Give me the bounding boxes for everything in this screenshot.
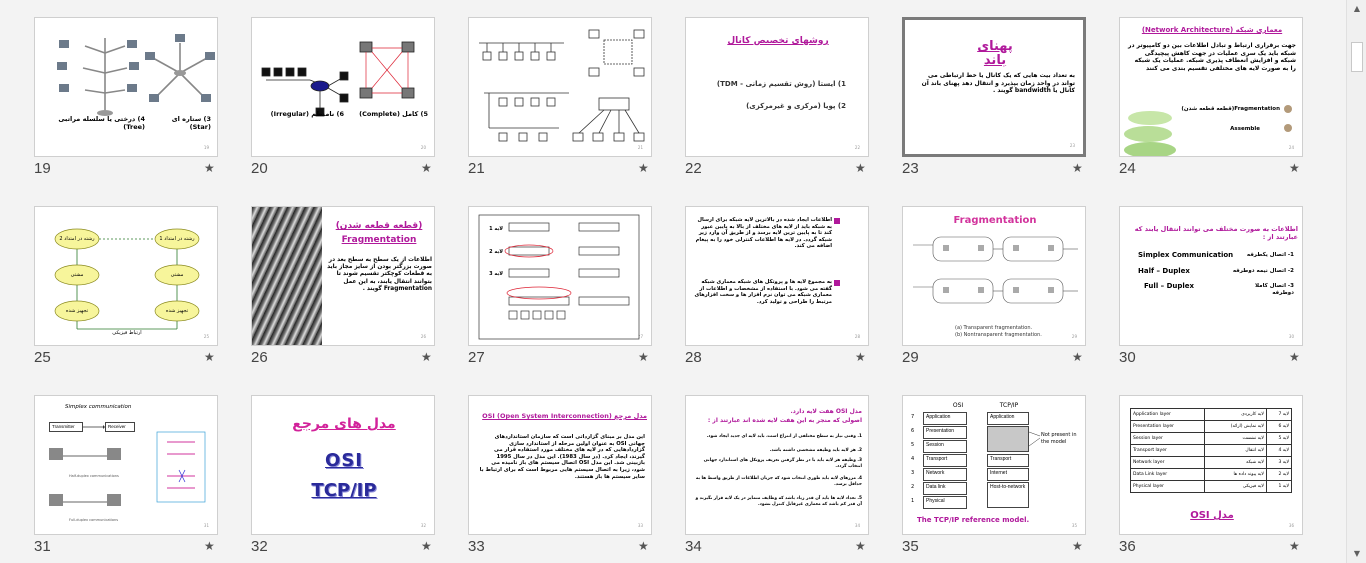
star-icon[interactable]: ★ bbox=[855, 350, 866, 364]
slide-line: Full – Duplex bbox=[1144, 282, 1195, 290]
star-icon[interactable]: ★ bbox=[638, 539, 649, 553]
slide-body: جهت برقراری ارتباط و تبادل اطلاعات بین دو کامپیوتر در شبکه باید یک سری عملیات در جهت کاهش پیچیدگی شبکه و افزایش انعطاف پذیری شبکه. عملیات یک شبکه را به صورت لایه های مختلفی تقسیم بندی می کنند bbox=[1128, 42, 1296, 72]
slide-number: 26 bbox=[251, 349, 268, 366]
slide-thumbnail-22[interactable] bbox=[685, 17, 869, 157]
slide-cell-19[interactable] bbox=[34, 17, 218, 182]
slide-title: Fragmentation bbox=[341, 235, 417, 245]
slide-number: 19 bbox=[34, 160, 51, 177]
slide-number: 35 bbox=[902, 538, 919, 555]
not-present-note: Not present in the model bbox=[1041, 432, 1077, 445]
node-label: مشتی bbox=[70, 272, 84, 278]
slide-caption: (a) Transparent fragmentation. bbox=[955, 325, 1033, 331]
slide-title: اطلاعات به صورت مختلف می توانند انتقال یابند که عبارتند از : bbox=[1134, 225, 1298, 242]
star-icon[interactable]: ★ bbox=[1072, 539, 1083, 553]
slide-thumbnail-36[interactable] bbox=[1119, 395, 1303, 535]
slide-thumbnail-35[interactable] bbox=[902, 395, 1086, 535]
star-icon[interactable]: ★ bbox=[855, 539, 866, 553]
slide-thumbnail-19[interactable] bbox=[34, 17, 218, 157]
slide-number-label: 21 bbox=[637, 145, 643, 150]
layer-number: 5 bbox=[911, 442, 915, 448]
slide-number: 36 bbox=[1119, 538, 1136, 555]
decorative-image bbox=[252, 207, 322, 346]
slide-number-label: 34 bbox=[854, 523, 860, 528]
note-pointer bbox=[903, 396, 1086, 535]
vertical-scrollbar[interactable] bbox=[1346, 0, 1366, 563]
slide-cell-20[interactable] bbox=[251, 17, 435, 182]
slide-thumbnail-27[interactable] bbox=[468, 206, 652, 346]
column-header: OSI bbox=[952, 402, 964, 409]
slide-subtitle: اصولی که منجر به این هفت لایه شده اند عبارتند از : bbox=[707, 417, 862, 424]
slide-thumbnail-24[interactable] bbox=[1119, 17, 1303, 157]
slide-number-label: 35 bbox=[1071, 523, 1077, 528]
full-duplex-label: Full-duplex communications bbox=[69, 518, 119, 522]
osi-layer-box: Application bbox=[923, 412, 967, 425]
slide-thumbnail-20[interactable] bbox=[251, 17, 435, 157]
slide-thumbnail-28[interactable] bbox=[685, 206, 869, 346]
slide-number: 25 bbox=[34, 349, 51, 366]
slide-number: 27 bbox=[468, 349, 485, 366]
row-label: لایه 2 bbox=[489, 249, 503, 255]
slide-bullet: اطلاعات ایجاد شده در بالاترین لایه شبکه برای ارسال به شبکه باید از لایه های مختلف از بالا به پایین عبور کند تا به پایین ترین لایه برسد و از طریق آن وارد زیر شبکه گردد. در لایه ها اطلاعات کنترلی خود را به پیغام اضافه می کند. bbox=[695, 217, 832, 249]
slide-number: 33 bbox=[468, 538, 485, 555]
slide-thumbnail-26[interactable] bbox=[251, 206, 435, 346]
slide-item: 2) پویا (مرکزی و غیرمرکزی) bbox=[746, 102, 846, 110]
column-header: TCP/IP bbox=[999, 402, 1019, 409]
osi-label: OSI bbox=[325, 450, 363, 471]
osi-layer-box: Transport bbox=[923, 454, 967, 467]
slide-number-label: 26 bbox=[420, 334, 426, 339]
slide-title: معماری شبکه (Network Architecture) bbox=[1141, 26, 1283, 34]
slide-number-label: 24 bbox=[1288, 145, 1294, 150]
tcp-application-layer: Application bbox=[987, 412, 1029, 425]
osi-layer-box: Network bbox=[923, 468, 967, 481]
slide-number-label: 20 bbox=[420, 145, 426, 150]
star-icon[interactable]: ★ bbox=[421, 161, 432, 175]
slide-number-label: 36 bbox=[1288, 523, 1294, 528]
slide-line: 2- اتصال نیمه دوطرفه bbox=[1232, 268, 1294, 274]
slide-number: 23 bbox=[902, 160, 919, 177]
node-label: رشته در امتداد 2 bbox=[59, 236, 95, 242]
slide-title: روشهای تخصیص کانال bbox=[727, 36, 829, 46]
row-label: لایه 3 bbox=[489, 271, 503, 277]
slide-number-label: 25 bbox=[203, 334, 209, 339]
node-label: تجهیز شده bbox=[65, 308, 89, 314]
slide-number-label: 28 bbox=[854, 334, 860, 339]
slide-title: Simplex communication bbox=[65, 404, 132, 410]
slide-cell-27[interactable] bbox=[468, 206, 652, 371]
star-icon[interactable]: ★ bbox=[638, 350, 649, 364]
scroll-down-icon[interactable]: ▼ bbox=[1353, 549, 1361, 558]
layer-number: 2 bbox=[911, 484, 915, 490]
star-icon[interactable]: ★ bbox=[1072, 350, 1083, 364]
slide-thumbnail-30[interactable] bbox=[1119, 206, 1303, 346]
osi-layer-box: Session bbox=[923, 440, 967, 453]
slide-label: 4) درختی یا سلسله مراتبی (Tree) bbox=[58, 115, 145, 132]
osi-layer-box: Physical bbox=[923, 496, 967, 509]
slide-number: 34 bbox=[685, 538, 702, 555]
slide-label: 5) کامل (Complete) bbox=[359, 110, 428, 118]
slide-cell-24[interactable] bbox=[1119, 17, 1303, 182]
slide-number: 30 bbox=[1119, 349, 1136, 366]
slide-number-label: 23 bbox=[1069, 143, 1075, 148]
osi-layers-table: Application layer لایه کاربردی لایه 7 Presentation layer لایه نمایش (ارائه) لایه 6 Session layer لایه نشست لایه 5 Transport layer لایه انتقال لایه 4 Network layer لایه شبکه لایه 3 Data Link layer لایه پیوند داده ها لایه 2 Physical layer لایه فیزیکی لایه 1 bbox=[1130, 408, 1292, 493]
star-icon[interactable]: ★ bbox=[1289, 350, 1300, 364]
slide-bullet: به مجموع لایه ها و پروتکل های شبکه معماری شبکه گفته می شود. با استفاده از مشخصات و اطلاعات از معماری شبکه می توان نرم افزار ها و سخت افزارهای مرتبط را طراحی و تولید کرد. bbox=[694, 279, 832, 305]
star-icon[interactable]: ★ bbox=[204, 350, 215, 364]
slide-cell-33[interactable] bbox=[468, 395, 652, 560]
slide-number-label: 33 bbox=[637, 523, 643, 528]
slide-number: 28 bbox=[685, 349, 702, 366]
slide-number: 20 bbox=[251, 160, 268, 177]
bullet-icon bbox=[834, 280, 840, 286]
slide-body: به تعداد بیت هایی که یک کانال یا خط ارتباطی می تواند در واحد زمان بپذیرد و انتقال دهد پهنای باند آن کانال یا bandwidth گویند . bbox=[921, 72, 1075, 94]
layer-number: 6 bbox=[911, 428, 915, 434]
slide-number-label: 30 bbox=[1288, 334, 1294, 339]
slide-caption: (b) Nontransparent fragmentation. bbox=[955, 332, 1042, 338]
star-icon[interactable]: ★ bbox=[421, 350, 432, 364]
slide-thumbnail-23[interactable] bbox=[902, 17, 1086, 157]
communication-modes-diagram bbox=[35, 396, 218, 535]
network-illustration bbox=[1120, 18, 1303, 157]
slide-paragraph: 1. وقتی نیاز به سطح مختلفی از انتزاع است، باید لایه ای جدید ایجاد شود. bbox=[706, 434, 862, 439]
star-tree-illustration bbox=[35, 18, 218, 157]
slide-cell-28[interactable] bbox=[685, 206, 869, 371]
layer-number: 1 bbox=[911, 498, 915, 504]
slide-number: 29 bbox=[902, 349, 919, 366]
scroll-thumb[interactable] bbox=[1351, 42, 1363, 72]
star-icon[interactable]: ★ bbox=[421, 539, 432, 553]
osi-layer-box: Data link bbox=[923, 482, 967, 495]
osi-layer-box: Presentation bbox=[923, 426, 967, 439]
slide-thumbnail-31[interactable] bbox=[34, 395, 218, 535]
receiver-box: Receiver bbox=[105, 422, 135, 432]
slide-cell-23[interactable] bbox=[902, 17, 1086, 182]
slide-thumbnail-29[interactable] bbox=[902, 206, 1086, 346]
bullet-icon bbox=[834, 218, 840, 224]
slide-number: 21 bbox=[468, 160, 485, 177]
slide-bullet: Assemble bbox=[1230, 126, 1260, 132]
slide-number-label: 19 bbox=[203, 145, 209, 150]
slide-title: مدل مرجع OSI (Open System Interconnection) bbox=[482, 412, 647, 420]
scroll-up-icon[interactable]: ▲ bbox=[1353, 4, 1361, 13]
slide-cell-30[interactable] bbox=[1119, 206, 1303, 371]
layer-number: 3 bbox=[911, 470, 915, 476]
layer-number: 7 bbox=[911, 414, 915, 420]
slide-title: پهنای باند bbox=[977, 39, 1013, 69]
star-icon[interactable]: ★ bbox=[1072, 161, 1083, 175]
slide-number-label: 32 bbox=[420, 523, 426, 528]
slide-title: (قطعه قطعه شدن) bbox=[335, 221, 423, 231]
slide-cell-21[interactable] bbox=[468, 17, 652, 182]
transmitter-box: Transmitter bbox=[49, 422, 83, 432]
slide-cell-34[interactable] bbox=[685, 395, 869, 560]
node-label: مشتی bbox=[170, 272, 184, 278]
slide-body: این مدل بر مبنای گزارداتی است که سازمان استانداردهای جهانی OSI به عنوان اولین مرحله از استاندارد سازی گزاردادهایی که در لایه های مختلف مورد استفاده قرار می گیرند، ایجاد کرد. (در سال 1983). این مدل در سال 1995 بازبینی شد. این مدل OSI اتصال سیستم های باز نامیده می شود، زیرا به اتصال سیستم هایی مربوط است که برای ارتباط با سایر سیستم ها باز هستند. bbox=[479, 434, 645, 480]
slide-cell-31[interactable] bbox=[34, 395, 218, 560]
slide-label: 6) نامنظم (Irregular) bbox=[270, 110, 344, 118]
star-icon[interactable]: ★ bbox=[1289, 161, 1300, 175]
tcp-internet-layer: Internet bbox=[987, 468, 1029, 481]
slide-number: 31 bbox=[34, 538, 51, 555]
star-icon[interactable]: ★ bbox=[1289, 539, 1300, 553]
slide-cell-25[interactable] bbox=[34, 206, 218, 371]
slide-thumbnail-34[interactable] bbox=[685, 395, 869, 535]
slide-caption: The TCP/IP reference model. bbox=[917, 516, 1030, 524]
star-icon[interactable]: ★ bbox=[204, 539, 215, 553]
layer-number: 4 bbox=[911, 456, 915, 462]
slide-title: مدل های مرجع bbox=[292, 416, 396, 432]
slide-thumbnail-21[interactable] bbox=[468, 17, 652, 157]
slide-number-label: 31 bbox=[203, 523, 209, 528]
slide-line: 1- اتصال یکطرفه bbox=[1246, 252, 1294, 258]
slide-number-label: 27 bbox=[637, 334, 643, 339]
bus-ring-diagram bbox=[469, 18, 652, 157]
slide-item: 1) ایستا (روش تقسیم زمانی - TDM) bbox=[716, 80, 846, 88]
slide-cell-22[interactable] bbox=[685, 17, 869, 182]
slide-title: مدل OSI هفت لایه دارد. bbox=[790, 408, 862, 415]
topology-diagram bbox=[252, 18, 435, 157]
node-label: رشته در امتداد 1 bbox=[159, 236, 195, 242]
slide-thumbnail-33[interactable] bbox=[468, 395, 652, 535]
slide-number: 32 bbox=[251, 538, 268, 555]
star-icon[interactable]: ★ bbox=[638, 161, 649, 175]
slide-number: 24 bbox=[1119, 160, 1136, 177]
slide-cell-29[interactable] bbox=[902, 206, 1086, 371]
slide-thumbnail-25[interactable] bbox=[34, 206, 218, 346]
half-duplex-label: Half-duplex communications bbox=[69, 474, 119, 478]
slide-cell-26[interactable] bbox=[251, 206, 435, 371]
slide-number: 22 bbox=[685, 160, 702, 177]
slide-title: Fragmentation bbox=[953, 215, 1037, 226]
tcpip-label: TCP/IP bbox=[311, 480, 377, 501]
node-label: تجهیز شده bbox=[165, 308, 189, 314]
slide-line: 3- اتصال کاملا دوطرفه bbox=[1255, 283, 1294, 296]
slide-bullet: Fragmentation(قطعه قطعه شدن) bbox=[1181, 106, 1280, 112]
slide-line: Simplex Communication bbox=[1138, 251, 1234, 259]
slide-label: 3) ستاره ای (Star) bbox=[171, 115, 211, 132]
slide-body: اطلاعات از یک سطح به سطح بعد در صورت بزرگتر بودن از سایز مجاز باید به قطعات کوچکتر تقسیم شوند تا بتوانند انتقال یابند، به این عمل Fragmentation گویند . bbox=[327, 257, 432, 292]
slide-paragraph: 2. هر لایه باید وظیفه مشخصی داشته باشد. bbox=[769, 448, 862, 453]
slide-paragraph: 5. تعداد لایه ها باید آن قدر زیاد باشد که وظایف متمایز در یک لایه قرار نگیرند و آن قدر کم باشد که معماری غیرقابل کنترل نشود. bbox=[695, 496, 862, 507]
slide-cell-36[interactable] bbox=[1119, 395, 1303, 560]
slide-number-label: 29 bbox=[1071, 334, 1077, 339]
slide-title: مدل OSI bbox=[1190, 510, 1234, 521]
slide-cell-32[interactable] bbox=[251, 395, 435, 560]
slide-paragraph: 4. مرزهای لایه باید طوری انتخاب شود که جریان اطلاعات از طریق واسط ها به حداقل برسد. bbox=[695, 476, 862, 487]
slide-cell-35[interactable] bbox=[902, 395, 1086, 560]
row-label: لایه 1 bbox=[489, 226, 503, 232]
link-label: ارتباط فیزیکی bbox=[112, 330, 142, 336]
slide-thumbnail-32[interactable] bbox=[251, 395, 435, 535]
slide-paragraph: 3. وظیفه هر لایه باید با در نظر گرفتن تعریف پروتکل های استاندارد جهانی انتخاب گردد. bbox=[703, 458, 862, 469]
slide-number-label: 22 bbox=[854, 145, 860, 150]
star-icon[interactable]: ★ bbox=[204, 161, 215, 175]
slide-line: Half – Duplex bbox=[1138, 267, 1190, 275]
tcp-host-layer: Host-to-network bbox=[987, 482, 1029, 508]
tcp-transport-layer: Transport bbox=[987, 454, 1029, 467]
star-icon[interactable]: ★ bbox=[855, 161, 866, 175]
